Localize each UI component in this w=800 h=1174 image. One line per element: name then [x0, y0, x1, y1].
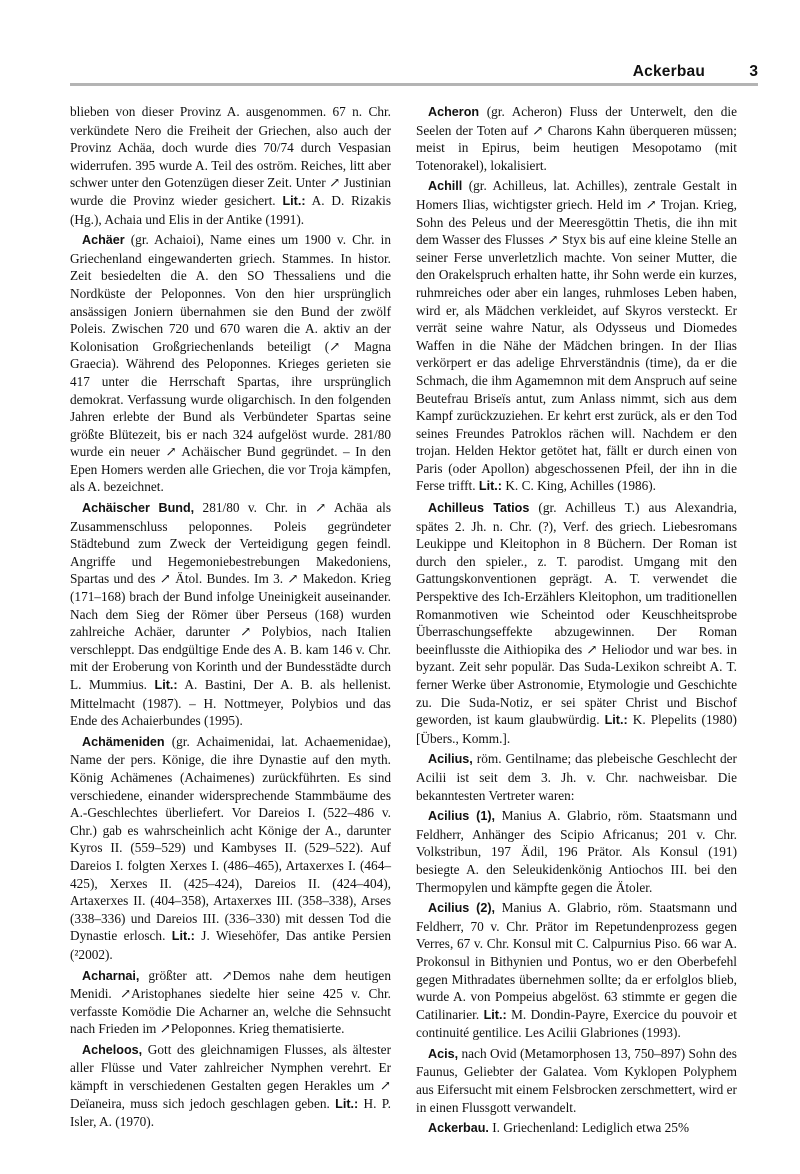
lit-label: Lit.:: [335, 1096, 359, 1111]
entry-text: (gr. Achilleus, lat. Achilles), zentrale Gestalt in Homers Ilias, wichtigster griech. Held im ↗ Trojan. Krieg, Sohn des Peleus und der Meeresgöttin Thetis, die ihn mit dem Wasser des Flusses ↗ Styx bis auf eine kleine Stelle an seiner Ferse unverletzlich machte. Von seiner Mutter, die den Orakelspruch erhalten hatte, ihr Sohn werde ein kurzes, ruhmreiches oder aber ein langes, ruhmloses Leben haben, wird er, als Mädchen verkleidet, auf Skyros versteckt. Er verrät seine wahre Natur, als Odysseus und Diomedes Waffen in die Nähe der Mädchen bringen. In der Ilias verkörpert er das adelige Ehrverständnis (time), da er die Schmach, die ihm Agamemnon mit dem Anspruch auf seine Beutefrau Briseïs antut, zum Anlass nimmt, sich aus dem Kampf zurückzuziehen. Er kehrt erst zurück, als er den Tod seines Freundes Patroklos rächen will. Nachdem er den trojan. Helden Hektor getötet hat, fällt er durch einen von Paris (oder Apollon) abgeschossenen Pfeil, der ihn in die Ferse trifft.: [416, 178, 737, 494]
entry-text: nach Ovid (Metamorphosen 13, 750–897) Sohn des Faunus, Geliebter der Galatea. Vom Kyklopen Polyphem aus Eifersucht mit einem Felsbrocken zerschmettert, wird er in einen Flussgott verwandelt.: [416, 1045, 737, 1115]
entry-text: (gr. Achaimenidai, lat. Achaemenidae), Name der pers. Könige, die ihre Dynastie auf den myth. König Achämenes (Achaimenes) zurückführten. Es sind verschiedene, einander widersprechende Stammbäume des A.-Geschlechtes überliefert. Vor Dareios I. (522–486 v. Chr.) gab es wahrscheinlich acht Könige der A., darunter Kyros II. (559–529) und Kambyses II. (529–522). Auf Dareios I. folgten Xerxes I. (486–465), Artaxerxes I. (464–425), Xerxes II. (425–424), Dareios II. (424–404), Artaxerxes II. (404–358), Artaxerxes III. (358–338), Arses (338–336) und Dareios III. (336–330) mit dessen Tod die Dynastie erlosch.: [70, 733, 391, 944]
entry-text: größter att. ↗Demos nahe dem heutigen Menidi. ↗Aristophanes siedelte hier seine 425 v. Chr. verfasste Komödie Die Acharner an, welche die Sehnsucht nach Frieden im ↗Peloponnes. Krieg thematisierte.: [70, 967, 391, 1037]
entry-headword: Achilleus Tatios: [428, 501, 530, 516]
lit-label: Lit.:: [282, 193, 306, 208]
entry-text: röm. Gentilname; das plebeische Geschlecht der Acilii ist seit dem 3. Jh. v. Chr. nachweisbar. Die bekanntesten Vertreter waren:: [416, 751, 737, 803]
entry-achaeischer-bund: [70, 499, 391, 730]
entry-acharnai: [70, 967, 391, 1038]
entry-headword: Achill: [428, 179, 463, 194]
entry-headword: Acilius,: [428, 752, 473, 767]
lit-text: J. Wiesehöfer, Das antike Persien (²2002).: [70, 928, 391, 962]
entry-text: (gr. Acheron) Fluss der Unterwelt, den die Seelen der Toten auf ↗ Charons Kahn überqueren müssen; meist in Epirus, beim heutigen Mesopotamo (mit Totenorakel), lokalisiert.: [416, 104, 737, 173]
entry-achaeer: [70, 231, 391, 496]
entry-headword: Achäischer Bund,: [82, 501, 195, 516]
entry-text: Manius A. Glabrio, röm. Staatsmann und Feldherr, 70 v. Chr. Prätor im Repetundenprozess gegen Verres, 67 v. Chr. Konsul mit C. Calpurnius Piso. 66 war A. Prokonsul in Bithynien und Pontus, wo er den Oberbefehl gegen Mithradates übernehmen sollte; da er erfolglos blieb, wurde A. von Pompeius abgelöst. 63 stimmte er gegen die Catilinarier.: [416, 900, 738, 1022]
entry-headword: Achämeniden: [82, 734, 165, 749]
entry-headword: Acilius (2),: [428, 901, 496, 916]
header-rule: [70, 83, 758, 86]
page-number: 3: [749, 63, 758, 80]
lit-text: M. Dondin-Payre, Exercice du pouvoir et continuité gentilice. Les Acilii Glabriones (1993).: [416, 1006, 737, 1041]
entry-text: I. Griechenland: Lediglich etwa 25%: [488, 1120, 690, 1136]
entry-text: Manius A. Glabrio, röm. Staatsmann und Feldherr, Anhänger des Scipio Africanus; 201 v. Chr. Volkstribun, 197 Ädil, 196 Prätor. Als Konsul (191) besiegte A. den Seleukidenkönig Antiochos III. bei den Thermopylen und kämpfte gegen die Ätoler.: [416, 808, 738, 895]
lit-text: K. Plepelits (1980) [Übers., Komm.].: [416, 712, 737, 746]
entry-acilius: [416, 750, 737, 804]
entry-text: blieben von dieser Provinz A. ausgenommen. 67 n. Chr. verkündete Nero die Freiheit der Griechen, also auch der Provinz Achäa, doch wurde dies 70/74 durch Vespasian widerrufen. 395 wurde A. Teil des oström. Reiches, litt aber schwer unter den Gotenzügen dieser Zeit. Unter ↗ Justinian wurde die Provinz wieder gesichert.: [70, 104, 391, 208]
entry-headword: Acharnai,: [82, 968, 140, 983]
entry-text: (gr. Achaioi), Name eines um 1900 v. Chr. in Griechenland eingewanderten griech. Stammes. In histor. Zeit besiedelten die A. den SO Thessaliens und die Nordküste der Peloponnes. Von den hier ursprünglich ansässigen Joniern übernahmen sie den Bund der zwölf Poleis. Zwischen 720 und 670 waren die A. aktiv an der Kolonisation Großgriechenlands beteiligt (↗ Magna Graecia). Während des Peloponnes. Krieges gerieten sie 417 unter die Herrschaft Spartas, ihre ursprünglich demokrat. Verfassung wurde oligarchisch. In den folgenden Jahren erlebte der Bund als Verbündeter Spartas seine größte Blütezeit, bis er nach 324 aufgelöst wurde. 281/80 wurde ein neuer ↗ Achäischer Bund gegründet. – In den Epen Homers werden alle Griechen, die vor Troja kämpfen, als A. bezeichnet.: [70, 232, 391, 495]
entry-ackerbau: [416, 1119, 737, 1138]
entry-acheron: [416, 103, 737, 174]
entry-acilius-2: [416, 899, 737, 1042]
entry-achaemeniden: [70, 733, 391, 964]
lit-label: Lit.:: [604, 713, 628, 728]
entry-acilius-1: [416, 807, 737, 896]
entry-headword: Acheloos,: [82, 1042, 143, 1057]
lit-text: K. C. King, Achilles (1986).: [502, 478, 657, 494]
entry-headword: Acilius (1),: [428, 809, 496, 824]
left-column: [70, 103, 391, 1134]
entry-text: (gr. Achilleus T.) aus Alexandria, spätes 2. Jh. n. Chr. (?), Verf. des griech. Liebesromans Leukippe und Kleitophon in 8 Büchern. Der Roman ist durch den spieler., z. T. parodist. Umgang mit den Gattungskonventionen geprägt. A. T. verwendet die Perspektive des Ich-Erzählers Kleitophon, um traditionellen Romanmotiven wie Scheintod oder Keuschheitsprobe Überraschungseffekte abzugewinnen. Der Roman beeinflusste die Aithiopika des ↗ Heliodor und war bes. in byzant. Zeit sehr populär. Das Suda-Lexikon schreibt A. T. ferner Werke über Astronomie, Etymologie und Geschichte zu. Die Suda-Notiz, er sei später Christ und Bischof geworden, ist kaum glaubwürdig.: [416, 500, 737, 728]
entry-text: 281/80 v. Chr. in ↗ Achäa als Zusammenschluss peloponnes. Poleis gegründeter Städtebund zum Zweck der Verteidigung gegen feindl. Angriffe und Hegemoniebestrebungen Makedoniens, Spartas und des ↗ Ätol. Bundes. Im 3. ↗ Makedon. Krieg (171–168) brach der Bund infolge Uneinigkeit auseinander. Nach dem Sieg der Römer über Perseus (168) wurden zahlreiche Achäer, darunter ↗ Polybios, nach Italien verschleppt. Das endgültige Ende des A. B. kam 146 v. Chr. mit der Eroberung von Korinth und der Bundesstädte durch L. Mummius.: [70, 500, 392, 692]
entry-acis: [416, 1045, 737, 1116]
running-head-word: Ackerbau: [632, 63, 705, 80]
lit-text: H. P. Isler, A. (1970).: [70, 1095, 392, 1130]
entry-achaia-continued: [70, 103, 391, 228]
lit-label: Lit.:: [483, 1007, 507, 1022]
entry-headword: Acis,: [428, 1046, 459, 1061]
right-column: [416, 103, 737, 1141]
entry-achilleus-tatios: [416, 499, 737, 747]
entry-acheloos: [70, 1041, 391, 1131]
lit-text: A. Bastini, Der A. B. als hellenist. Mittelmacht (1987). – H. Nottmeyer, Polybios und das Ende des Achaierbundes (1995).: [70, 677, 391, 729]
lit-label: Lit.:: [478, 479, 502, 494]
lit-label: Lit.:: [171, 929, 195, 944]
entry-headword: Ackerbau.: [428, 1121, 489, 1136]
entry-headword: Achäer: [82, 233, 125, 248]
lit-text: A. D. Rizakis (Hg.), Achaia und Elis in der Antike (1991).: [70, 192, 391, 227]
entry-headword: Acheron: [428, 105, 480, 119]
entry-text: Gott des gleichnamigen Flusses, als ältester aller Flüsse und Vater zahlreicher Nymphen verehrt. Er kämpft in verschiedenen Gestalten gegen Herakles um ↗ Deïaneira, muss sich jedoch geschlagen geben.: [70, 1041, 391, 1111]
entry-achill: [416, 177, 737, 496]
lit-label: Lit.:: [154, 678, 178, 692]
